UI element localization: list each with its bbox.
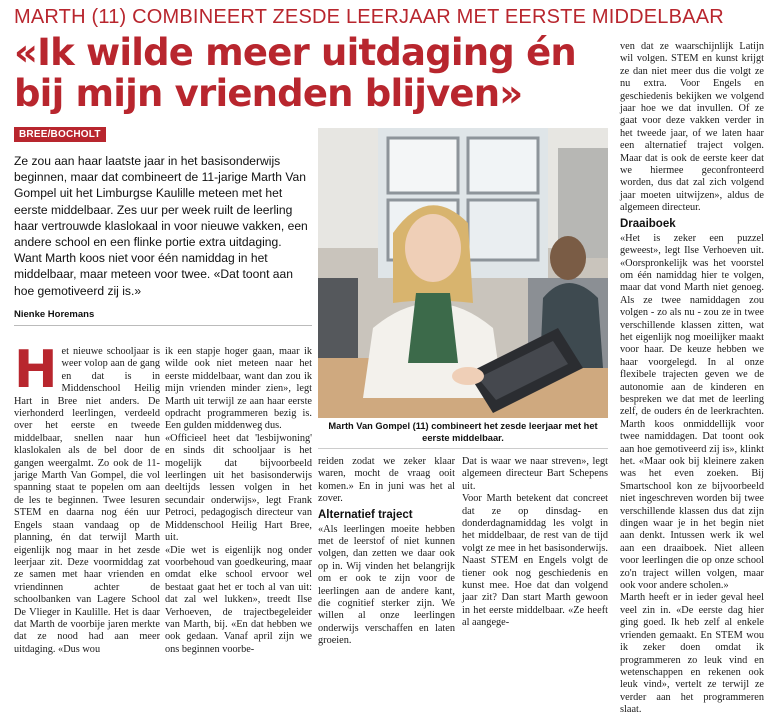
body-paragraph: Voor Marth betekent dat concreet dat ze op dinsdag- en donderdagnamiddag les volgt in het middelbaar, de rest van de tijd volgt ze mee in het basisonderwijs. Naast STEM en Engels volgt de tiener ook nog geschiedenis en kunst mee. Hoe dat dan volgend jaar zit? Dan start Marth gewoon in het eerste middelbaar. «Ze heeft al aangege- <box>462 493 608 629</box>
photo-caption: Marth Van Gompel (11) combineert het zesde leerjaar met het eerste middelbaar. <box>328 421 598 443</box>
body-paragraph: Dat is waar we naar streven», legt algemeen directeur Bart Schepens uit. <box>462 456 608 492</box>
caption-divider <box>318 448 608 449</box>
body-paragraph: Marth heeft er in ieder geval heel veel zin in. «De eerste dag hier ging goed. Ik heb zelf al enkele vrienden gemaakt. En STEM wou ik zeker doen omdat ik programmeren zo leuk vind en wetenschappen en rekenen ook leuk vind», vertelt ze terwijl ze verder aan het programmeren slaat. <box>620 592 764 716</box>
body-paragraph: ik een stapje hoger gaan, maar ik wilde ook niet meteen naar het eerste middelbaar, want dan zou ik mijn vrienden minder zien», legt Marth uit terwijl ze aan haar eerste opdracht programmeren bezig is. Een gulden middenweg dus. <box>165 346 312 432</box>
body-paragraph: «Die wet is eigenlijk nog onder voorbehoud van goedkeuring, maar omdat elke school ervoor wel bestaat gaat het er toch al van uit: dat zal wel lukken», treedt Ilse Verhoeven, de trajectbegeleider van Marth, bij. «En dat hebben we ook gedaan. Vanaf april zijn we ons beginnen voorbe- <box>165 544 312 655</box>
location-tag: BREE/BOCHOLT <box>14 127 106 142</box>
body-paragraph: «Als leerlingen moeite hebben met de leerstof of niet kunnen volgen, dan zetten we daar ook op in. Wij vinden het belangrijk om er ook te zijn voor de leerlingen aan de andere kant, die cognitief sterker zijn. We willen al onze leerlingen onderwijs verschaffen en laten groeien. <box>318 523 455 647</box>
body-column-1 <box>14 340 160 656</box>
subheading: Draaiboek <box>620 217 676 230</box>
body-paragraph: et nieuwe schooljaar is weer volop aan de gang en dat is in Middenschool Heilig Hart in Bree niet anders. De vierhonderd leerlingen, verdeeld over het eerste en tweede middelbaar, snellen naar hun klaslokalen als de bel door de gangen weergalmt. Zo ook de 11-jarige Marth Van Gompel, die vol spanning staat te popelen om aan de les te beginnen. Twee lesuren STEM en daarna nog één uur Engels staan vandaag op de planning, én dat terwijl Marth eigenlijk nog maar in het zesde leerjaar zit. Deze voormiddag zat ze samen met haar vrienden en vriendinnen achter de schoolbanken van Lagere School De Vlieger in Kaulille. Het is daar dat Marth de voorbije jaren merkte dat ze nood had aan meer uitdaging. «Dus wou <box>14 346 160 655</box>
body-paragraph: ven dat ze waarschijnlijk Latijn wil volgen. STEM en kunst krijgt ze dan niet meer dus die volgt ze nu extra. Voor Engels en geschiedenis bekijken we volgend jaar hoe we dat invullen. Of ze gaat voor deze vakken verder in het tweede jaar, of we laten haar een alternatief traject volgen. Maar dat is ook de eerste keer dat we hiermee geconfronteerd worden, dus dat zal zich volgend jaar moeten uitwijzen», aldus de algemeen directeur. <box>620 41 764 214</box>
body-column-5 <box>620 41 764 717</box>
body-paragraph: «Het is zeker een puzzel geweest», legt Ilse Verhoeven uit. «Oorspronkelijk was het voorstel om één namiddag hier te volgen, maar dat vond Marth niet genoeg. Als ze twee namiddagen zou volgen - zo als nu - zou ze in twee verschillende klassen zitten, wat het eigenlijk nog moeilijker maakt voor haar. De keuze hebben we haar voorgelegd. In al onze flexibele trajecten geven we de autonomie aan de kinderen en bespreken we dat met de leerling zelf, de ouders én de leerkrachten. Marth koos onmiddellijk voor twee namiddagen. Dat toont ook aan hoe gemotiveerd zij is», klinkt het. «Maar ook bij kleinere zaken was het even zoeken. Bij Smartschool kon ze bijvoorbeeld niet ingeschreven worden bij twee verschillende klassen dus dat zijn dingen waar je in het begin niet aan denkt. Intussen werk ik wel aan een draaiboek. Niet alleen voor leerlingen die op onze school zo'n traject willen volgen, maar ook voor andere scholen.» <box>620 232 764 592</box>
article-headline: «Ik wilde meer uitdaging én bij mijn vrienden blijven» <box>14 31 576 115</box>
body-column-2 <box>165 346 312 656</box>
article-kicker: MARTH (11) COMBINEERT ZESDE LEERJAAR MET EERSTE MIDDELBAAR <box>14 6 724 28</box>
byline-divider <box>14 325 312 326</box>
body-column-4 <box>462 456 608 630</box>
article-lead: Ze zou aan haar laatste jaar in het basisonderwijs beginnen, maar dat combineert de 11-jarige Marth Van Gompel uit het Limburgse Kaulille meteen met het eerste middelbaar. Zes uur per week ruilt de leerling haar vertrouwde klaslokaal in voor nieuwe vakken, een andere school en een flinke portie extra uitdaging. Want Marth koos niet voor één namiddag in het middelbaar, maar meteen voor twee. «Dat toont aan hoe gemotiveerd zij is.» <box>14 154 308 298</box>
photo-illustration <box>318 128 608 418</box>
article-photo <box>318 128 608 418</box>
byline: Nienke Horemans <box>14 309 95 320</box>
dropcap: H <box>14 340 58 400</box>
subheading: Alternatief traject <box>318 508 413 521</box>
body-column-3 <box>318 456 455 648</box>
body-paragraph: «Officieel heet dat 'lesbijwoning' en sinds dit schooljaar is het mogelijk dat bijvoorbeeld leerlingen uit het basisonderwijs deeltijds lessen volgen in het secundair onderwijs», legt Frank Petroci, pedagogisch directeur van Middenschool Heilig Hart Bree, uit. <box>165 432 312 544</box>
body-paragraph: reiden zodat we zeker klaar waren, mocht de vraag ooit komen.» En in juni was het al zover. <box>318 456 455 505</box>
